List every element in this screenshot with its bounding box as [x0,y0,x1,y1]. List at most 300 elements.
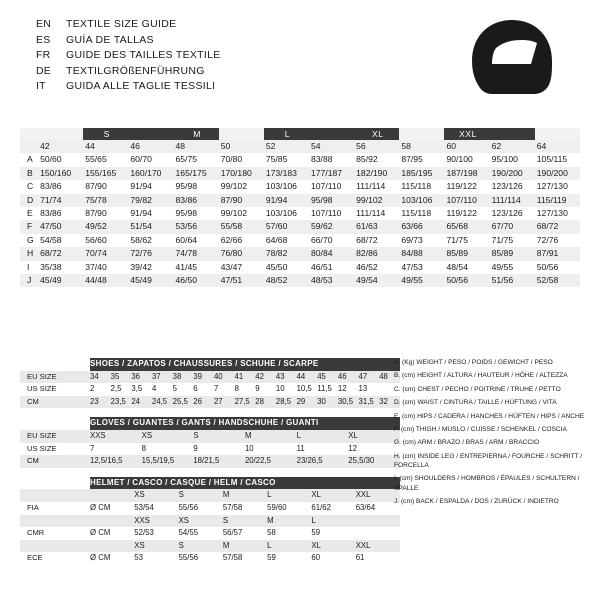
table-row [20,261,580,274]
title-lang: FR [36,49,51,61]
table-row [20,552,400,565]
cell: 57/60 [265,221,288,232]
cell: 43/47 [220,261,243,272]
cell: 111/114 [356,181,386,192]
cell: 50/60 [40,154,62,165]
size-cell: M [222,540,230,550]
cell: 47/51 [220,275,243,286]
cell: 20/22,5 [244,456,271,466]
cell: 160/170 [130,167,162,178]
cell: 127/130 [536,181,568,192]
size-cell: XXL [355,540,371,550]
size-cell: XS [134,540,145,550]
cell: 27 [213,396,223,406]
cell: 10,5 [296,384,312,394]
size-cell: XL [311,540,321,550]
cell: 45/49 [40,275,62,286]
cell: 150/160 [40,167,72,178]
cell: 15,5/19,5 [141,456,175,466]
unit-cell: Ø CM [90,502,111,512]
cell: 80/84 [311,248,333,259]
cell: 107/110 [311,208,342,219]
cell: 9 [193,443,198,453]
cell: 57/58 [222,502,243,512]
cell: 99/102 [220,181,247,192]
cell: 18/21,5 [193,456,220,466]
size-cell: XXL [355,490,371,500]
cell: 6 [193,384,198,394]
cell: 62/66 [220,234,243,245]
cell: 71/75 [446,234,468,245]
header-cell: 52 [265,141,276,151]
cell: 24,5 [151,396,168,406]
table-row [20,234,580,247]
header-cell: 42 [40,141,50,151]
table-row [20,383,400,396]
cell: 36 [131,371,140,381]
cell: 28,5 [275,396,292,406]
shoes-table [20,358,400,408]
numeric-header-row [20,140,580,153]
cell: 45 [317,371,326,381]
lower-tables [20,358,400,565]
cell: 65/75 [175,154,198,165]
cell: M [244,430,252,440]
size-band-row [20,128,580,140]
cell: 29 [296,396,306,406]
table-row [20,153,580,166]
cell: 83/86 [175,194,198,205]
cell: 60 [311,553,321,563]
table-row [20,180,580,193]
table-row [20,396,400,409]
row-label: US SIZE [27,443,57,453]
header-cell: 56 [356,141,366,151]
cell: 59 [267,553,276,563]
header-cell: 60 [446,141,457,151]
cell: 85/89 [491,248,514,259]
cell: 9 [255,384,260,394]
cell: 47/50 [40,221,62,232]
helmet-title: HELMET / CASCO / CASQUE / HELM / CASCO [90,477,400,490]
cell: 87/90 [220,194,243,205]
row-key: A [27,154,33,165]
cell: 25,5 [172,396,188,406]
cell: L [296,430,301,440]
cell: 26 [193,396,202,406]
cell: 23 [90,396,99,406]
size-cell: L [267,490,272,500]
cell: 115/118 [401,181,432,192]
unit-cell: Ø CM [90,528,111,538]
title-row [36,34,221,46]
shoes-title: SHOES / ZAPATOS / CHAUSSURES / SCHUHE / SCARPE [90,358,400,371]
size-label-l: L [264,128,309,140]
row-key: I [27,261,30,272]
header-cell: 58 [401,141,411,151]
row-key: J [27,275,32,286]
size-label-xl: XL [354,128,399,140]
cell: 55/58 [220,221,243,232]
header-cell: 46 [130,141,140,151]
cell: 24 [131,396,140,406]
cell: 53/54 [134,502,154,512]
cell: 68/72 [536,221,559,232]
table-row [20,274,580,287]
legend-item: B. (cm) HEIGHT / ALTURA / HAUTEUR / HÖHE / ALTEZZA [394,372,568,380]
cell: 177/187 [311,167,343,178]
cell: 55/56 [178,502,199,512]
cell: 52/53 [134,528,154,538]
size-cell: S [222,515,229,525]
table-row [20,220,580,233]
cell: 41/45 [175,261,198,272]
cell: 190/200 [491,167,523,178]
cell: 54/58 [40,234,62,245]
cell: 10 [275,384,285,394]
cell: 111/114 [356,208,386,219]
cell: 46/52 [356,261,378,272]
cell: 11,5 [317,384,332,394]
cell: 107/110 [446,194,477,205]
cell: S [193,430,199,440]
cell: 49/52 [85,221,107,232]
table-row [20,527,400,540]
table-row [20,443,400,456]
cell: 34 [90,371,99,381]
cell: 63/64 [355,502,376,512]
cell: 91/94 [265,194,288,205]
cell: 83/88 [311,154,333,165]
cell: 30,5 [337,396,354,406]
legend-item: E. (cm) HIPS / CADERA / HANCHES / HÜFTEN / HIPS / ANCHE [394,412,585,420]
header-cell: 62 [491,141,502,151]
table-row [20,489,400,502]
cell: 56/57 [222,528,243,538]
cell: 5 [172,384,177,394]
cell: 2,5 [110,384,122,394]
cell: 56/60 [85,234,107,245]
cell: 7 [90,443,95,453]
title-text: GUIDA ALLE TAGLIE TESSILI [66,80,216,92]
cell: 2 [90,384,95,394]
table-row [20,194,580,207]
cell: XS [141,430,153,440]
cell: 48/54 [446,261,468,272]
row-label: FIA [27,502,39,512]
cell: 50/56 [446,275,468,286]
title-text: GUÍA DE TALLAS [66,33,154,46]
title-row [36,18,221,30]
cell: 30 [317,396,326,406]
cell: 60/64 [175,234,198,245]
cell: 123/126 [491,181,523,192]
cell: 48 [379,371,388,381]
size-cell: XXS [134,515,150,525]
title-block [36,18,221,96]
cell: 57/58 [222,553,243,563]
cell: 45/50 [265,261,288,272]
size-cell: L [311,515,316,525]
cell: 99/102 [356,194,383,205]
cell: 71/74 [40,194,62,205]
size-cell: S [178,540,184,550]
cell: 85/89 [446,248,468,259]
cell: 187/198 [446,167,478,178]
cell: 60/70 [130,154,152,165]
title-lang: EN [36,18,51,30]
cell: 13 [358,384,368,394]
gloves-table [20,417,400,467]
cell: 155/165 [85,167,117,178]
row-label: CM [27,456,39,466]
size-cell: XS [178,515,189,525]
cell: 46/51 [311,261,333,272]
cell: 91/94 [130,208,152,219]
cell: 38 [172,371,182,381]
cell: 165/175 [175,167,207,178]
cell: 79/82 [130,194,152,205]
row-label: EU SIZE [27,371,57,381]
cell: 59 [311,528,321,538]
table-row [20,502,400,515]
cell: 8 [141,443,146,453]
legend-item: J. (cm) BACK / ESPALDA / DOS / ZURÜCK / INDIETRO [394,497,559,505]
cell: 48/52 [265,275,288,286]
cell: 7 [213,384,219,394]
table-row [20,167,580,180]
cell: 47/53 [401,261,423,272]
cell: 54/55 [178,528,199,538]
cell: 61/63 [356,221,378,232]
cell: 61/62 [311,502,331,512]
cell: 91/94 [130,181,152,192]
helmet-table [20,477,400,565]
cell: 78/82 [265,248,288,259]
cell: 95/98 [175,208,198,219]
cell: 95/100 [491,154,518,165]
cell: 10 [244,443,254,453]
cell: 49/55 [491,261,514,272]
row-key: C [27,181,34,192]
cell: 119/122 [446,181,477,192]
cell: 25,5/30 [348,456,375,466]
cell: 185/195 [401,167,433,178]
cell: 63/66 [401,221,423,232]
title-lang: DE [36,64,51,77]
cell: 32 [379,396,388,406]
cell: 23/26,5 [296,456,323,466]
cell: 95/98 [175,181,198,192]
cell: 59/62 [311,221,333,232]
cell: 103/106 [265,208,297,219]
row-key: D [27,194,34,205]
cell: 190/200 [536,167,568,178]
row-label: EU SIZE [27,430,57,440]
cell: 66/70 [311,234,333,245]
cell: 12,5/16,5 [90,456,123,466]
spacer [20,468,400,477]
legend-item: C. (cm) CHEST / PECHO / POITRINE / TRUHE / PETTO [394,385,561,393]
title-lang: IT [36,80,46,92]
cell: 107/110 [311,181,342,192]
main-size-table [20,128,580,287]
size-label-m: M [174,128,219,140]
cell: 42 [255,371,264,381]
size-label-s: S [83,128,128,140]
cell: 40 [213,371,223,381]
cell: 103/106 [265,181,297,192]
cell: 72/76 [536,234,559,245]
cell: 52/58 [536,275,559,286]
header-cell: 64 [536,141,547,151]
cell: XXS [90,430,106,440]
cell: 47 [358,371,368,381]
cell: 51/56 [491,275,514,286]
legend-item: A. (Kg) WEIGHT / PESO / POIDS / GEWICHT / PESO [394,359,553,366]
cell: 65/68 [446,221,468,232]
cell: 83/86 [40,208,62,219]
measurement-legend [394,358,586,510]
row-label: CM [27,396,39,406]
cell: 12 [348,443,357,453]
cell: 44/48 [85,275,107,286]
header-cell: 50 [220,141,231,151]
table-row [20,207,580,220]
cell: 182/190 [356,167,388,178]
size-cell: S [178,490,184,500]
row-label: CMR [27,528,45,538]
size-label-xxl: XXL [444,128,489,140]
cell: 41 [234,371,244,381]
cell: 12 [337,384,347,394]
cell: 75/78 [85,194,107,205]
cell: 103/106 [401,194,433,205]
cell: 8 [234,384,239,394]
cell: 85/92 [356,154,378,165]
legend-item: D. (cm) WAIST / CINTURA / TAILLE / HÜFTUNG / VITA [394,399,557,407]
gloves-title: GLOVES / GUANTES / GANTS / HANDSCHUHE / GUANTI [90,417,400,430]
title-row [36,65,221,77]
title-text: TEXTILE SIZE GUIDE [66,18,177,30]
legend-item: H. (cm) INSIDE LEG / ENTREPIERNA / FOURCHE / SCHRITT / FORCELLA [394,452,583,469]
table-row [20,430,400,443]
cell: 49/55 [401,275,423,286]
header-cell: 44 [85,141,95,151]
cell: 127/130 [536,208,568,219]
cell: 64/68 [265,234,288,245]
size-cell: XS [134,490,145,500]
cell: 68/72 [356,234,378,245]
size-cell: M [222,490,230,500]
cell: 61 [355,553,365,563]
cell: 35/38 [40,261,62,272]
cell: 46 [337,371,347,381]
cell: 39/42 [130,261,152,272]
cell: 119/122 [446,208,477,219]
cell: 123/126 [491,208,523,219]
row-key: B [27,167,33,178]
cell: 48/53 [311,275,333,286]
row-key: G [27,234,34,245]
cell: 69/73 [401,234,423,245]
cell: 68/72 [40,248,62,259]
cell: 95/98 [311,194,333,205]
cell: 83/86 [40,181,62,192]
cell: 115/119 [536,194,567,205]
cell: 76/80 [220,248,243,259]
title-text: GUIDE DES TAILLES TEXTILE [66,49,221,61]
row-label: US SIZE [27,384,57,394]
cell: 72/76 [130,248,152,259]
cell: 39 [193,371,202,381]
cell: 35 [110,371,120,381]
cell: 23,5 [110,396,126,406]
cell: 46/50 [175,275,198,286]
cell: 90/100 [446,154,473,165]
cell: 27,5 [234,396,250,406]
spacer [20,408,400,417]
cell: 75/85 [265,154,288,165]
cell: 59/60 [267,502,287,512]
cell: 111/114 [491,194,521,205]
cell: 31,5 [358,396,374,406]
cell: 67/70 [491,221,514,232]
cell: 50/56 [536,261,559,272]
table-row [20,455,400,468]
cell: 55/56 [178,553,199,563]
cell: 45/49 [130,275,152,286]
cell: 37 [151,371,161,381]
cell: 173/183 [265,167,297,178]
row-key: H [27,248,34,259]
cell: 70/74 [85,248,107,259]
title-row [36,49,221,61]
cell: 87/90 [85,181,107,192]
cell: 3,5 [131,384,143,394]
table-row [20,515,400,528]
cell: 74/78 [175,248,198,259]
cell: 87/90 [85,208,107,219]
cell: 115/118 [401,208,432,219]
cell: 71/75 [491,234,514,245]
cell: 58/62 [130,234,152,245]
helmet-icon [466,18,558,107]
cell: 51/54 [130,221,152,232]
size-cell: L [267,540,272,550]
cell: 11 [296,443,305,453]
size-cell: XL [311,490,321,500]
legend-item: F. (cm) THIGH / MUSLO / CUISSE / SCHENKEL / COSCIA [394,425,567,433]
row-label: ECE [27,553,43,563]
unit-cell: Ø CM [90,553,111,563]
size-cell: M [267,515,274,525]
cell: 99/102 [220,208,247,219]
title-text: TEXTILGRÖßENFÜHRUNG [66,64,205,77]
cell: 53 [134,553,143,563]
cell: 49/54 [356,275,378,286]
table-row [20,247,580,260]
legend-item: G. (cm) ARM / BRAZO / BRAS / ARM / BRACCIO [394,439,540,447]
row-key: E [27,208,33,219]
cell: XL [348,430,358,440]
cell: 70/80 [220,154,243,165]
title-lang: ES [36,33,51,46]
cell: 105/115 [536,154,568,165]
legend-item: I. (cm) SHOULDERS / HOMBROS / ÉPAULES / SCHULTERN / SPALLE [394,475,580,492]
cell: 55/65 [85,154,107,165]
cell: 82/86 [356,248,378,259]
